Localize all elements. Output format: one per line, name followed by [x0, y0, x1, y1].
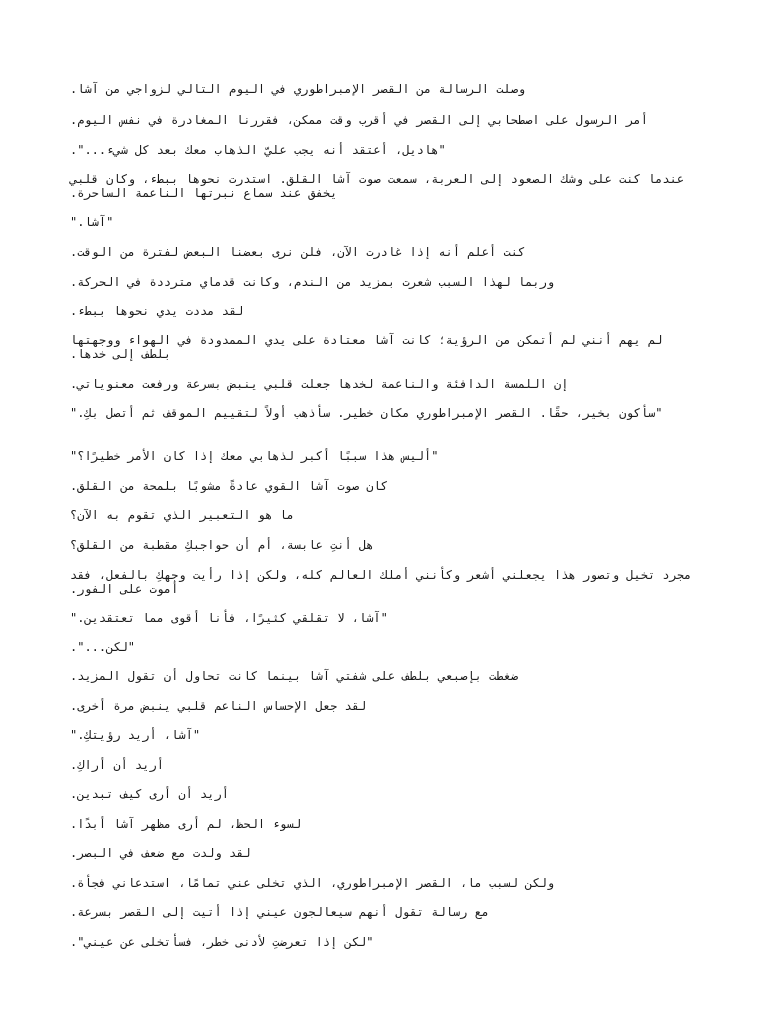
paragraph-25: لقد ولدت مع ضعف في البصر.	[70, 846, 251, 860]
paragraph-23: أريد أن أرى كيف تبدين.	[70, 787, 229, 801]
paragraph-20: لقد جعل الإحساس الناعم قلبي ينبض مرة أخرى.	[70, 699, 367, 713]
paragraph-13: كان صوت آشا القوي عادةً مشوبًا بلمحة من القلق.	[70, 479, 388, 493]
paragraph-12: "أليس هذا سببًا أكبر لذهابي معك إذا كان الأمر خطيرًا؟"	[70, 449, 439, 463]
paragraph-24: لسوء الحظ، لم أرى مظهر آشا أبدًا.	[70, 817, 302, 831]
paragraph-27: مع رسالة تقول أنهم سيعالجون عيني إذا أتيت إلى القصر بسرعة.	[70, 905, 490, 919]
paragraph-9: لم يهم أنني لم أتمكن من الرؤية؛ كانت آشا معتادة على يدي الممدودة في الهواء ووجهتها بلطف إلى خدها.	[70, 333, 663, 361]
paragraph-19: ضغطت بإصبعي بلطف على شفتي آشا بينما كانت تحاول أن تقول المزيد.	[70, 669, 518, 683]
paragraph-4: عندما كنت على وشك الصعود إلى العربة، سمعت صوت آشا القلق. استدرت نحوها ببطء، وكان قلبي يخفق عند سماع نبرتها الناعمة الساحرة.	[70, 172, 685, 200]
paragraph-7: وربما لهذا السبب شعرت بمزيد من الندم، وكانت قدماي مترددة في الحركة.	[70, 275, 555, 289]
paragraph-22: أريد أن أراكِ.	[70, 758, 164, 772]
paragraph-18: "لكن...".	[70, 640, 136, 654]
paragraph-3: "هاديل، أعتقد أنه يجب عليّ الذهاب معك بعد كل شيء...".	[70, 143, 446, 157]
paragraph-17: "آشا، لا تقلقي كثيرًا، فأنا أقوى مما تعتقدين."	[70, 611, 388, 625]
paragraph-14: ما هو التعبير الذي تقوم به الآن؟	[70, 508, 294, 522]
paragraph-26: ولكن لسبب ما، القصر الإمبراطوري، الذي تخلى عني تمامًا، استدعاني فجأة.	[70, 876, 555, 890]
paragraph-6: كنت أعلم أنه إذا غادرت الآن، فلن نرى بعضنا البعض لفترة من الوقت.	[70, 245, 526, 259]
paragraph-28: "لكن إذا تعرضتِ لأدنى خطر، فسأتخلى عن عيني".	[70, 935, 374, 949]
paragraph-2: أمر الرسول على اصطحابي إلى القصر في أقرب وقت ممكن، فقررنا المغادرة في نفس اليوم.	[70, 113, 648, 127]
paragraph-21: "آشا، أريد رؤيتكِ."	[70, 728, 201, 742]
paragraph-10: إن اللمسة الدافئة والناعمة لخدها جعلت قلبي ينبض بسرعة ورفعت معنوياتي.	[70, 377, 569, 391]
paragraph-8: لقد مددت يدي نحوها ببطء.	[70, 304, 244, 318]
paragraph-5: "آشا."	[70, 215, 114, 229]
paragraph-15: هل أنتِ عابسة، أم أن حواجبكِ مقطبة من القلق؟	[70, 538, 374, 552]
paragraph-11: "سأكون بخير، حقًا. القصر الإمبراطوري مكان خطير. سأذهب أولاً لتقييم الموقف ثم أتصل بكِ."	[70, 406, 663, 420]
paragraph-16: مجرد تخيل وتصور هذا يجعلني أشعر وكأنني أملك العالم كله، ولكن إذا رأيت وجهكِ بالفعل، فقد أموت على الفور.	[70, 568, 692, 596]
paragraph-1: وصلت الرسالة من القصر الإمبراطوري في اليوم التالي لزواجي من آشا.	[70, 82, 526, 96]
